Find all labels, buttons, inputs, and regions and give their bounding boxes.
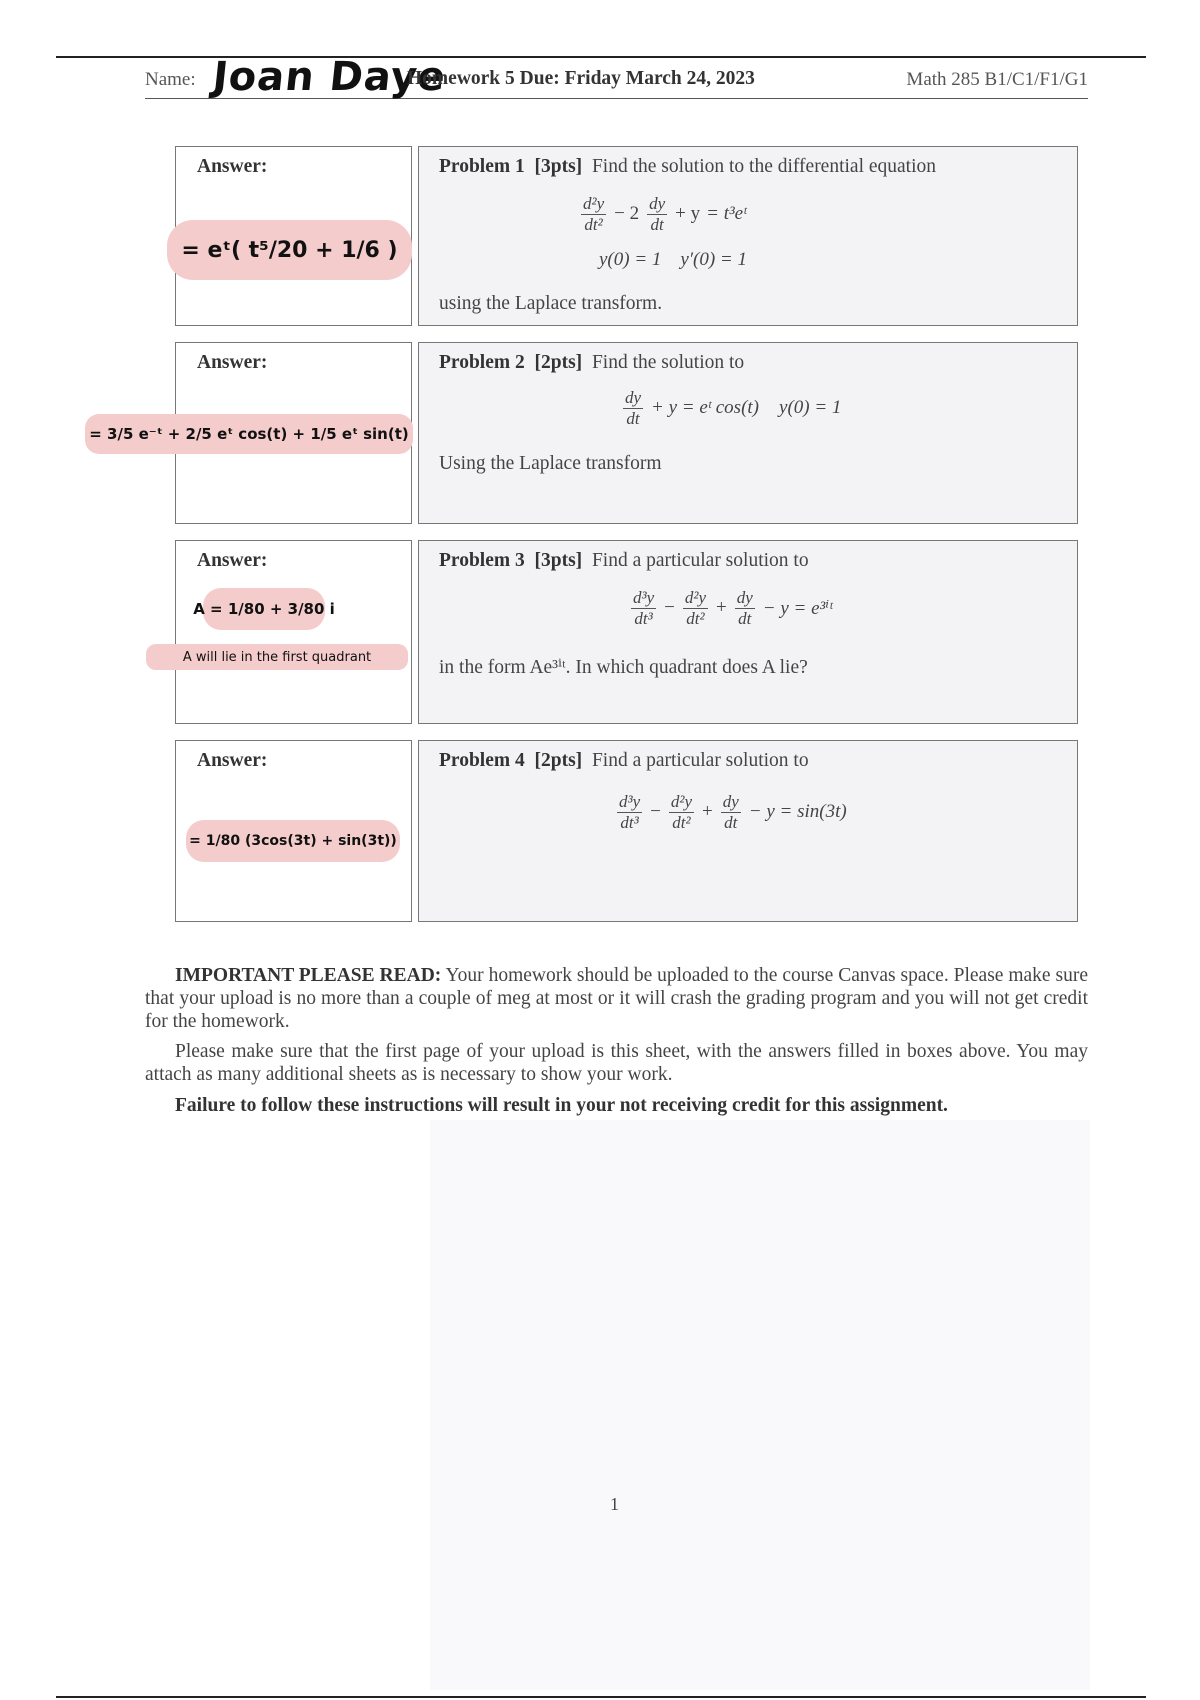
student-signature: Joan Daye xyxy=(210,54,449,100)
problem-1-heading xyxy=(439,156,936,178)
homework-title: Homework 5 Due: Friday March 24, 2023 xyxy=(407,68,755,89)
problem-3-equation: $\frac{\text{d³y}}{\text{dt³}}$ − $\frac{\text{d²y}}{\text{dt²}}$ + $\frac{dy}{dt}$ − y = e³ⁱᵗ xyxy=(633,588,833,628)
problem-3-closing: in the form Ae³ⁱᵗ. In which quadrant does A lie? xyxy=(439,657,808,678)
problem-points: [2pts] xyxy=(534,750,583,771)
problem-number: Problem 3 xyxy=(439,550,525,571)
problem-3-heading xyxy=(439,550,809,572)
problem-1-closing: using the Laplace transform. xyxy=(439,293,663,314)
equation-rhs: − y = sin(3t) xyxy=(748,801,847,823)
instructions-paragraph-2: Please make sure that the first page of your upload is this sheet, with the answers filled in boxes above. You may attach as many additional sheets as is necessary to show your work. xyxy=(145,1041,1088,1085)
answer-label: Answer: xyxy=(197,352,268,373)
answer-label: Answer: xyxy=(197,750,268,771)
problem-box-3 xyxy=(418,540,1078,724)
problem-4-heading xyxy=(439,750,809,772)
answer-4-handwritten: = 1/80 (3cos(3t) + sin(3t)) xyxy=(186,820,400,862)
problem-2-closing: Using the Laplace transform xyxy=(439,453,662,474)
problem-prompt: Find a particular solution to xyxy=(591,550,809,571)
answer-2-handwritten: = 3/5 e⁻ᵗ + 2/5 eᵗ cos(t) + 1/5 eᵗ sin(t) xyxy=(85,414,413,454)
problem-2-equation: $\frac{dy}{dt}$ + y = eᵗ cos(t) y(0) = 1 xyxy=(625,388,842,428)
answer-3-note: A will lie in the first quadrant xyxy=(146,644,408,670)
problem-1-initial-conditions: y(0) = 1 y′(0) = 1 xyxy=(599,249,747,270)
course-code: Math 285 B1/C1/F1/G1 xyxy=(906,69,1088,90)
answer-1-handwritten: = eᵗ( t⁵/20 + 1/6 ) xyxy=(167,220,412,280)
important-label: IMPORTANT PLEASE READ: xyxy=(175,965,442,986)
problem-number: Problem 2 xyxy=(439,352,525,373)
problem-points: [3pts] xyxy=(534,156,583,177)
problem-box-1 xyxy=(418,146,1078,326)
problem-box-4 xyxy=(418,740,1078,922)
problem-prompt: Find the solution to the differential equation xyxy=(591,156,937,177)
problem-2-heading xyxy=(439,352,744,374)
equation-rhs: − y = e³ⁱᵗ xyxy=(762,597,833,619)
page-header xyxy=(145,54,1088,99)
problem-1-equation: $\frac{\text{d²y}}{\text{dt²}}$ − 2 $\frac{dy}{dt}$ + y = t³eᵗ xyxy=(583,194,747,234)
page-shading xyxy=(430,1120,1090,1690)
initial-condition: y(0) = 1 xyxy=(779,397,842,419)
problem-points: [2pts] xyxy=(534,352,583,373)
problem-4-equation: $\frac{\text{d³y}}{\text{dt³}}$ − $\frac{\text{d²y}}{\text{dt²}}$ + $\frac{dy}{dt}$ − y = sin(3t) xyxy=(619,792,847,832)
answer-label: Answer: xyxy=(197,550,268,571)
problem-points: [3pts] xyxy=(534,550,583,571)
problem-number: Problem 4 xyxy=(439,750,525,771)
answer-3-handwritten: A = 1/80 + 3/80 i xyxy=(203,588,325,630)
page-number: 1 xyxy=(610,1494,619,1514)
problem-prompt: Find a particular solution to xyxy=(591,750,809,771)
bottom-rule xyxy=(56,1696,1146,1698)
problem-prompt: Find the solution to xyxy=(591,352,745,373)
name-label: Name: xyxy=(145,69,196,90)
equation-rhs: + y = eᵗ cos(t) xyxy=(651,397,760,419)
instructions-text-1: Your homework should be uploaded to the course Canvas space. Please make sure that your upload is no more than a couple of meg at most or it will crash the grading program and you will not get credit for the homework. xyxy=(145,965,1089,1032)
answer-label: Answer: xyxy=(197,156,268,177)
equation-rhs: = t³eᵗ xyxy=(706,203,747,225)
answer-box-3 xyxy=(175,540,412,724)
instructions-paragraph-3: Failure to follow these instructions will result in your not receiving credit for this assignment. xyxy=(175,1095,948,1116)
problem-box-2 xyxy=(418,342,1078,524)
instructions-paragraph-1 xyxy=(145,964,1088,1033)
problem-number: Problem 1 xyxy=(439,156,525,177)
